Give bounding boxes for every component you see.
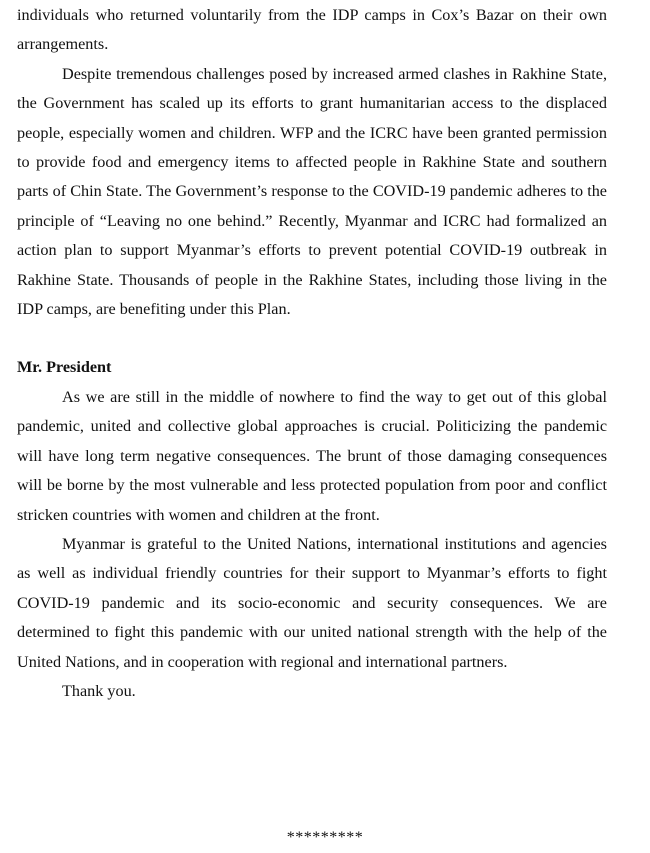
end-marker: ********* xyxy=(286,829,364,846)
paragraph-closing: Thank you. xyxy=(62,681,136,700)
paragraph-continuation: individuals who returned voluntarily from the IDP camps in Cox’s Bazar on their own arrangements. xyxy=(17,6,607,54)
paragraph-humanitarian-access: Despite tremendous challenges posed by increased armed clashes in Rakhine State, the Government has scaled up its efforts to grant humanitarian access to the displaced people, especially women and children. WFP and the ICRC have been granted permission to provide food and emergency items to affected people in Rakhine State and southern parts of Chin State. The Government’s response to the COVID-19 pandemic adheres to the principle of “Leaving no one behind.” Recently, Myanmar and ICRC had formalized an action plan to support Myanmar’s efforts to prevent potential COVID-19 outbreak in Rakhine State. Thousands of people in the Rakhine States, including those living in the IDP camps, are benefiting under this Plan. xyxy=(17,64,607,319)
paragraph-spacer xyxy=(17,324,607,353)
paragraph-global-approach: As we are still in the middle of nowhere to find the way to get out of this global pandemic, united and collective global approaches is crucial. Politicizing the pandemic will have long term negative consequences. The brunt of those damaging consequences will be borne by the most vulnerable and less protected population from poor and conflict stricken countries with women and children at the front. xyxy=(17,387,607,524)
paragraph-gratitude: Myanmar is grateful to the United Nations, international institutions and agencies as well as individual friendly countries for their support to Myanmar’s efforts to fight COVID-19 pandemic and its socio-economic and security consequences. We are determined to fight this pandemic with our united national strength with the help of the United Nations, and in cooperation with regional and international partners. xyxy=(17,534,607,671)
document-body xyxy=(17,0,607,706)
section-heading: Mr. President xyxy=(17,358,112,377)
